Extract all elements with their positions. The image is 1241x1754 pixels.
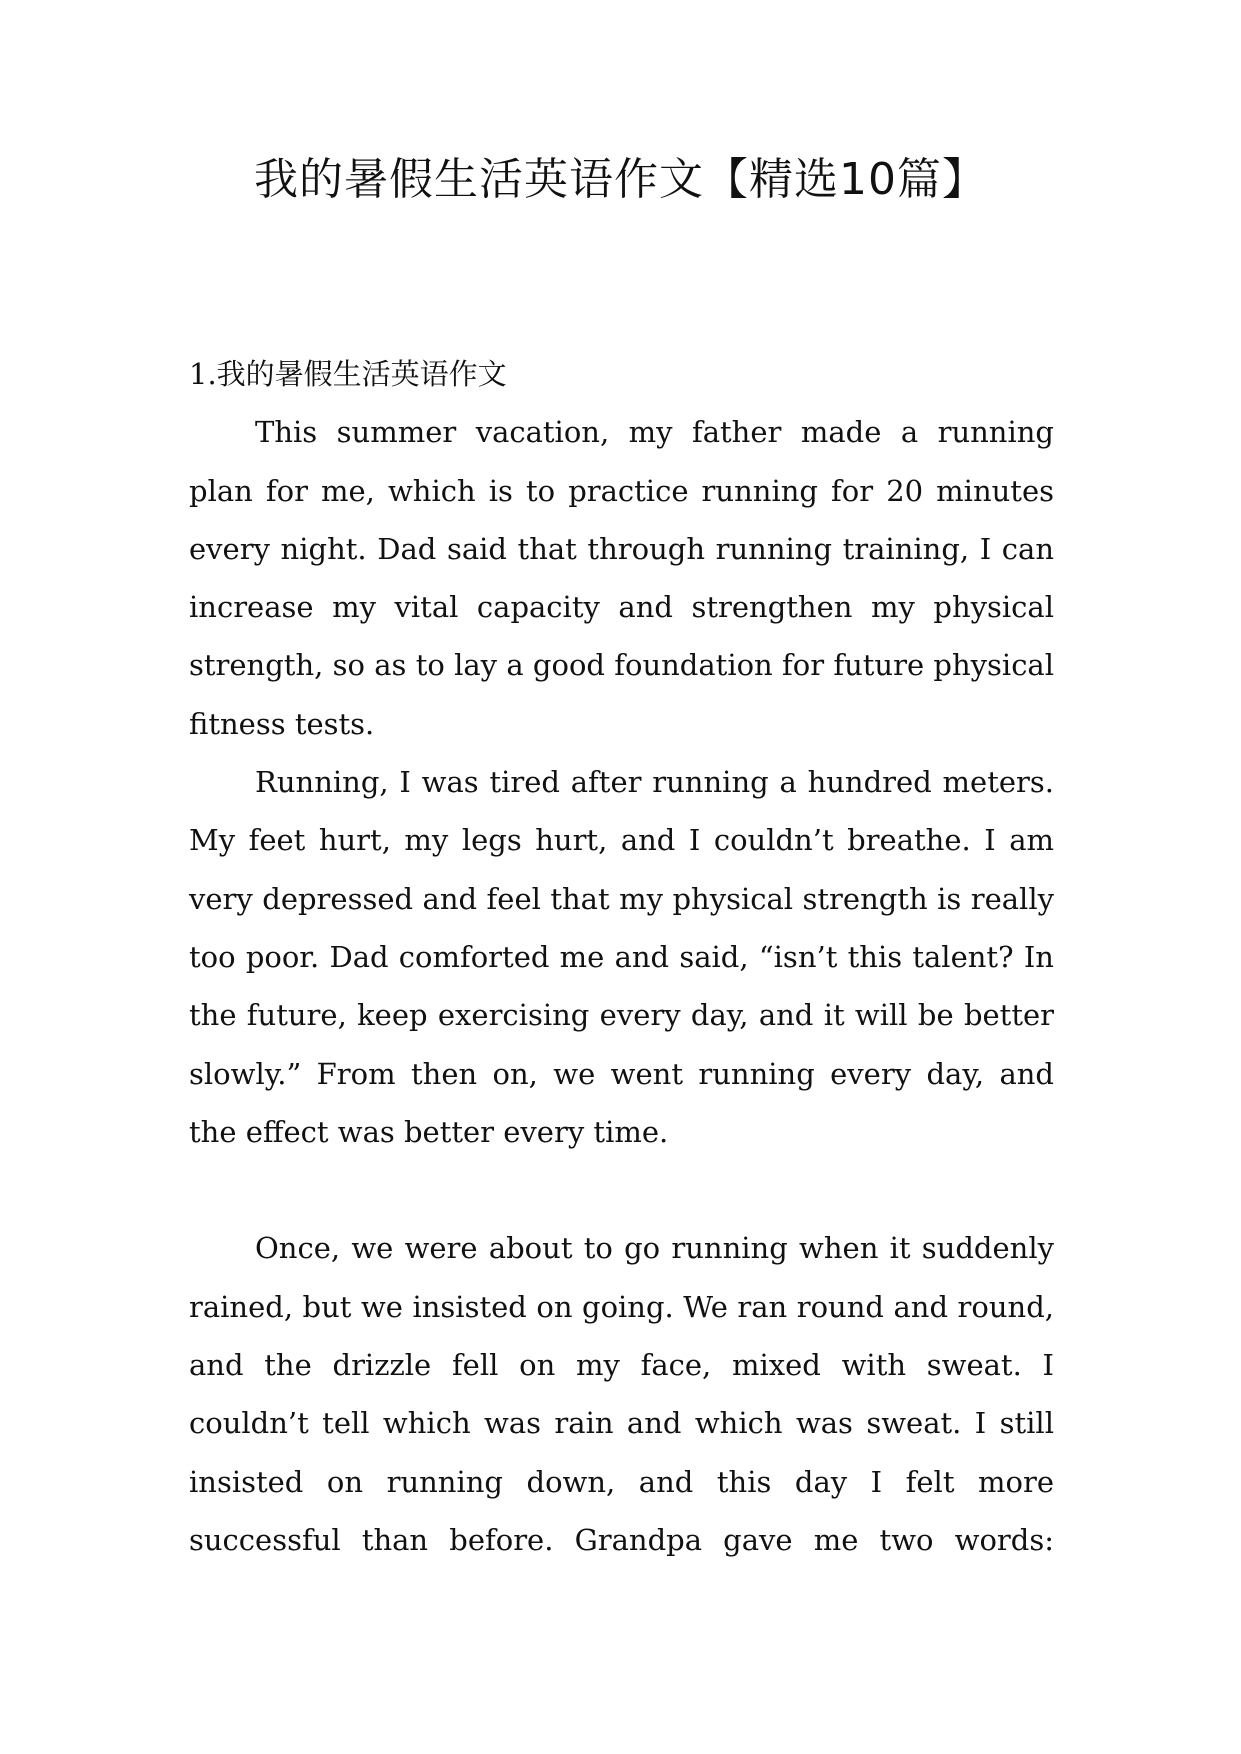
- paragraph-3: Once, we were about to go running when it suddenly rained, but we insisted on going. We ran round and round, and the drizzle fell on my face, mixed with sweat. I couldn’t tell which was rain and which was sweat. I still insisted on running down, and this day I felt more successful than before. Grandpa gave me two words:: [189, 1231, 1054, 1557]
- paragraph-spacer: [189, 1161, 1054, 1219]
- section-heading: 1.我的暑假生活英语作文: [189, 357, 507, 391]
- paragraph-2: Running, I was tired after running a hundred meters. My feet hurt, my legs hurt, and I couldn’t breathe. I am very depressed and feel that my physical strength is really too poor. Dad comforted me and said, “isn’t this talent? In the future, keep exercising every day, and it will be better slowly.” From then on, we went running every day, and the effect was better every time.: [189, 765, 1054, 1149]
- document-body: [189, 345, 1054, 1569]
- document-title: 我的暑假生活英语作文【精选10篇】: [254, 154, 987, 205]
- paragraph-1: This summer vacation, my father made a running plan for me, which is to practice running for 20 minutes every night. Dad said that through running training, I can increase my vital capacity and strengthen my physical strength, so as to lay a good foundation for future physical fitness tests.: [189, 415, 1054, 741]
